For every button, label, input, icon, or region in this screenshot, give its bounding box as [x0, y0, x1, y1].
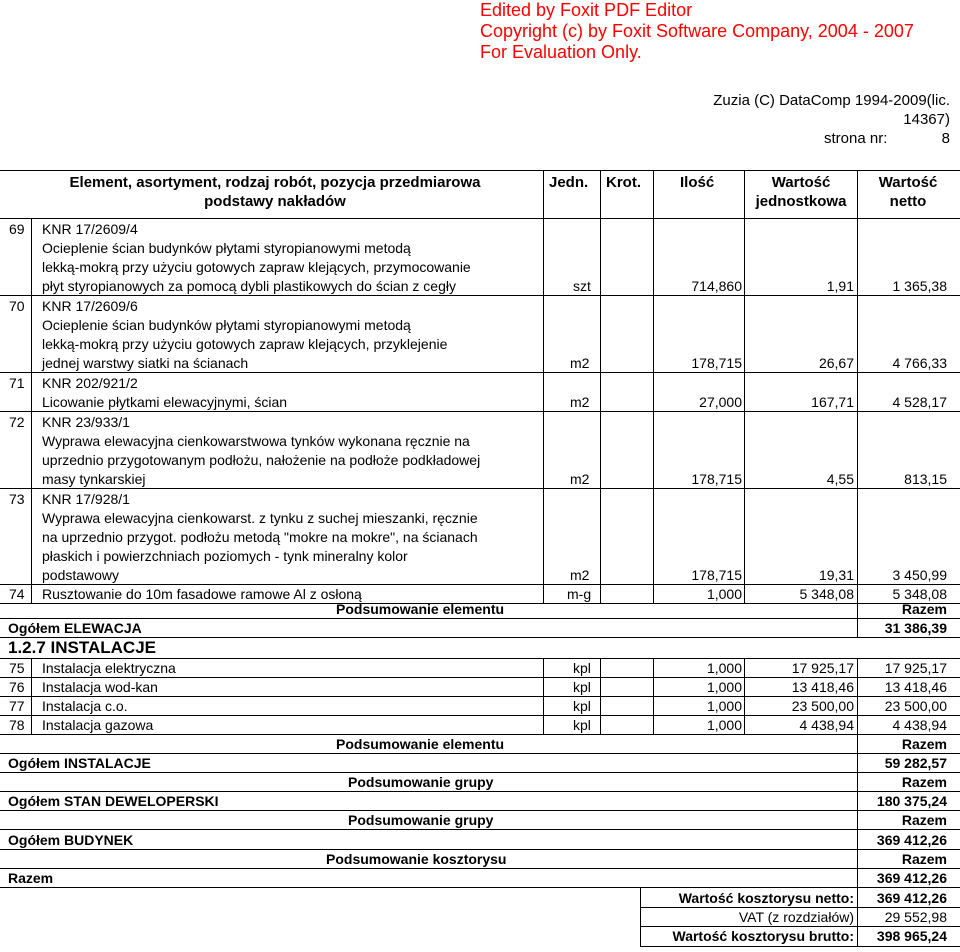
item-desc-line: Ocieplenie ścian budynków płytami styropianowymi metodą	[42, 240, 411, 256]
item-price: 19,31	[818, 567, 854, 583]
item-desc-line: płaskich i powierzchniach poziomych - tynk mineralny kolor	[42, 548, 408, 564]
item-no: 69	[9, 221, 25, 237]
total-instalacje-value: 59 282,57	[884, 755, 947, 771]
total-elewacja-label: Ogółem ELEWACJA	[8, 620, 142, 636]
item-desc-line: Instalacja gazowa	[42, 717, 154, 733]
total-instalacje-label: Ogółem INSTALACJE	[8, 755, 151, 771]
summary-group-razem: Razem	[901, 774, 947, 790]
item-no: 74	[9, 586, 25, 602]
col-qty: Ilość	[680, 174, 715, 191]
item-desc-line: Ocieplenie ścian budynków płytami styropianowymi metodą	[42, 317, 411, 333]
item-unit: kpl	[573, 717, 591, 733]
item-qty: 714,860	[691, 278, 742, 294]
item-desc-line: Wyprawa elewacyjna cienkowarstwowa tynków wykonana ręcznie na	[42, 433, 470, 449]
item-desc-line: Instalacja wod-kan	[42, 679, 158, 695]
item-price: 4,55	[826, 471, 854, 487]
item-unit: m-g	[567, 586, 592, 602]
item-code: KNR 17/2609/4	[42, 221, 138, 237]
item-desc-line: lekką-mokrą przy użyciu gotowych zapraw klejących, przymocowanie	[42, 259, 471, 275]
item-desc-line: Licowanie płytkami elewacyjnymi, ścian	[42, 394, 288, 410]
col-net-value-line-1: Wartość	[878, 174, 938, 191]
item-desc-line: uprzednio przygotowanym podłożu, nałożenie na podłoże podkładowej	[42, 452, 481, 468]
item-price: 17 925,17	[791, 660, 854, 676]
summary-group-razem: Razem	[901, 812, 947, 828]
gross-total-label: Wartość kosztorysu brutto:	[672, 928, 854, 944]
item-code: KNR 17/2609/6	[42, 298, 138, 314]
item-unit: kpl	[573, 698, 591, 714]
total-budynek-value: 369 412,26	[876, 832, 947, 848]
item-qty: 178,715	[691, 471, 742, 487]
software-info-line-1: Zuzia (C) DataComp 1994-2009(lic.	[713, 92, 950, 109]
item-no: 77	[9, 698, 25, 714]
item-no: 76	[9, 679, 25, 695]
vat-value: 29 552,98	[884, 909, 947, 925]
col-unit: Jedn.	[549, 174, 589, 191]
item-desc-line: Instalacja c.o.	[42, 698, 128, 714]
summary-element-label: Podsumowanie elementu	[336, 736, 505, 752]
item-price: 4 438,94	[799, 717, 854, 733]
item-value: 5 348,08	[892, 586, 947, 602]
item-value: 4 528,17	[892, 394, 947, 410]
item-desc-line: lekką-mokrą przy użyciu gotowych zapraw klejących, przyklejenie	[42, 336, 448, 352]
total-stan-label: Ogółem STAN DEWELOPERSKI	[8, 793, 219, 809]
item-qty: 1,000	[706, 586, 742, 602]
watermark-line-2: Copyright (c) by Foxit Software Company, 2004 - 2007	[480, 21, 914, 41]
total-stan-value: 180 375,24	[876, 793, 947, 809]
item-unit: m2	[570, 471, 590, 487]
item-value: 813,15	[904, 471, 947, 487]
item-desc-line: jednej warstwy siatki na ścianach	[42, 355, 249, 371]
item-qty: 1,000	[706, 679, 742, 695]
item-no: 78	[9, 717, 25, 733]
item-qty: 1,000	[706, 698, 742, 714]
summary-element-label: Podsumowanie elementu	[336, 601, 505, 617]
total-elewacja-value: 31 386,39	[884, 620, 947, 636]
item-no: 72	[9, 414, 25, 430]
item-qty: 178,715	[691, 355, 742, 371]
item-unit: kpl	[573, 660, 591, 676]
item-code: KNR 202/921/2	[42, 375, 138, 391]
summary-group-label: Podsumowanie grupy	[348, 812, 494, 828]
item-qty: 178,715	[691, 567, 742, 583]
item-price: 23 500,00	[791, 698, 854, 714]
col-element-line-1: Element, asortyment, rodzaj robót, pozycja przedmiarowa	[69, 174, 481, 191]
item-desc-line: masy tynkarskiej	[42, 471, 146, 487]
summary-element-razem: Razem	[901, 736, 947, 752]
item-value: 4 438,94	[892, 717, 947, 733]
summary-group-label: Podsumowanie grupy	[348, 774, 494, 790]
item-unit: szt	[573, 278, 591, 294]
item-no: 71	[9, 375, 25, 391]
summary-estimate-label: Podsumowanie kosztorysu	[326, 851, 507, 867]
item-no: 70	[9, 298, 25, 314]
item-desc-line: Instalacja elektryczna	[42, 660, 176, 676]
watermark-line-3: For Evaluation Only.	[480, 42, 642, 62]
section-heading: 1.2.7 INSTALACJE	[8, 638, 157, 657]
item-qty: 1,000	[706, 717, 742, 733]
item-value: 4 766,33	[892, 355, 947, 371]
item-desc-line: podstawowy	[42, 567, 120, 583]
item-qty: 1,000	[706, 660, 742, 676]
item-code: KNR 23/933/1	[42, 414, 130, 430]
page-label: strona nr:	[824, 130, 888, 147]
watermark-line-1: Edited by Foxit PDF Editor	[480, 0, 693, 20]
col-net-value-line-2: netto	[889, 193, 927, 210]
item-desc-line: płyt styropianowych za pomocą dybli plastikowych do ścian z cegły	[42, 278, 456, 294]
item-price: 13 418,46	[791, 679, 854, 695]
item-qty: 27,000	[699, 394, 742, 410]
col-unit-value-line-1: Wartość	[771, 174, 831, 191]
page-number: 8	[941, 130, 950, 147]
col-unit-value-line-2: jednostkowa	[755, 193, 847, 210]
item-value: 3 450,99	[892, 567, 947, 583]
item-unit: m2	[570, 355, 590, 371]
col-element-line-2: podstawy nakładów	[204, 193, 346, 210]
item-value: 17 925,17	[884, 660, 947, 676]
vat-label: VAT (z rozdziałów)	[738, 909, 854, 925]
col-krot: Krot.	[606, 174, 641, 191]
item-code: KNR 17/928/1	[42, 491, 130, 507]
item-unit: m2	[570, 567, 590, 583]
item-price: 5 348,08	[799, 586, 854, 602]
summary-element-razem: Razem	[901, 601, 947, 617]
item-no: 75	[9, 660, 25, 676]
net-total-value: 369 412,26	[876, 890, 947, 906]
item-desc-line: Rusztowanie do 10m fasadowe ramowe Al z osłoną	[42, 586, 362, 602]
item-no: 73	[9, 491, 25, 507]
item-price: 167,71	[811, 394, 854, 410]
software-info-line-2: 14367)	[903, 111, 950, 128]
item-value: 13 418,46	[884, 679, 947, 695]
item-unit: kpl	[573, 679, 591, 695]
item-desc-line: na uprzednio przygot. podłożu metodą "mokre na mokre", na ścianach	[42, 529, 478, 545]
item-value: 23 500,00	[884, 698, 947, 714]
item-price: 1,91	[826, 278, 854, 294]
gross-total-value: 398 965,24	[876, 928, 947, 944]
net-total-label: Wartość kosztorysu netto:	[678, 890, 854, 906]
razem-total-label: Razem	[8, 870, 54, 886]
item-unit: m2	[570, 394, 590, 410]
razem-total-value: 369 412,26	[876, 870, 947, 886]
item-desc-line: Wyprawa elewacyjna cienkowarst. z tynku z suchej mieszanki, ręcznie	[42, 510, 478, 526]
item-price: 26,67	[818, 355, 854, 371]
item-value: 1 365,38	[892, 278, 947, 294]
total-budynek-label: Ogółem BUDYNEK	[8, 832, 134, 848]
summary-estimate-razem: Razem	[901, 851, 947, 867]
